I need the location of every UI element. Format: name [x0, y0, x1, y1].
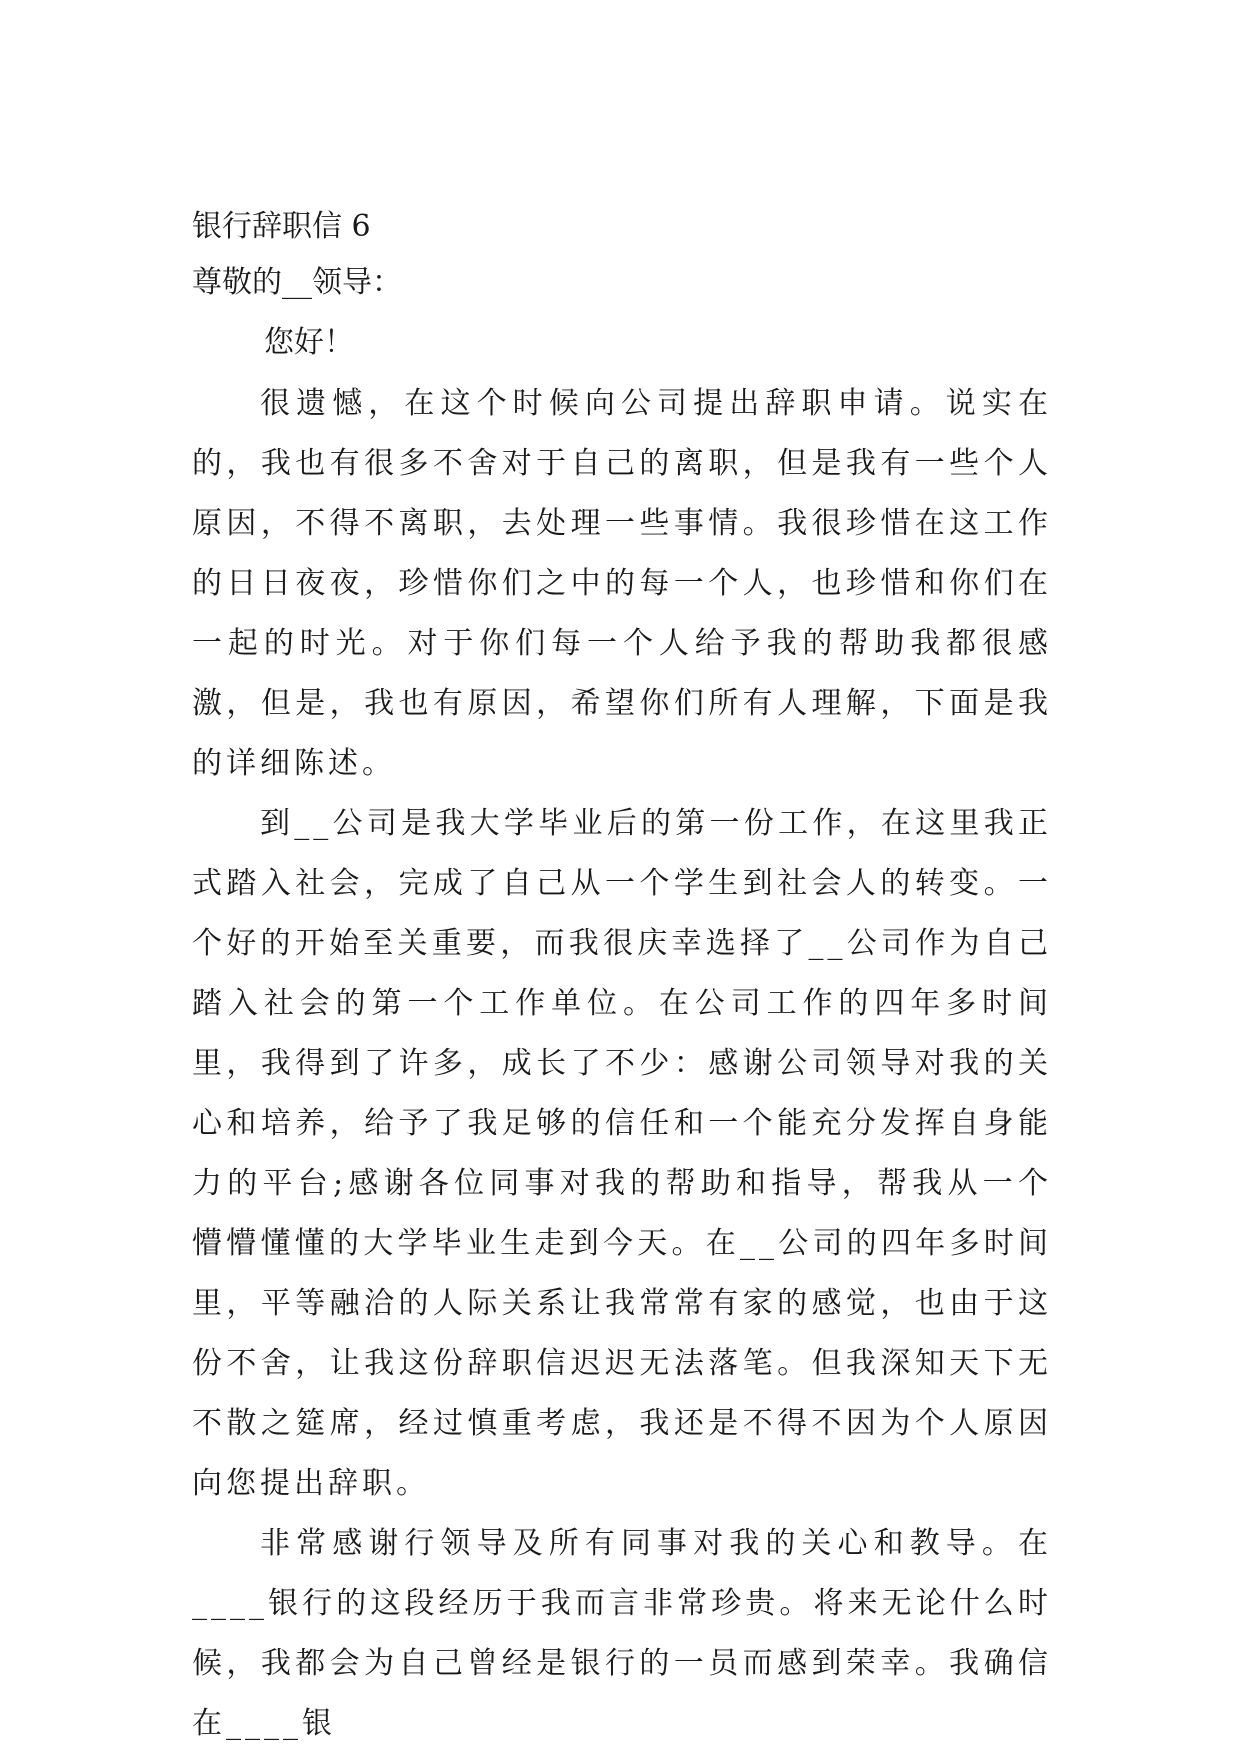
letter-salutation: 尊敬的__领导：	[192, 265, 402, 300]
body-paragraph-2: 到__公司是我大学毕业后的第一份工作，在这里我正式踏入社会，完成了自己从一个学生到社会人的转变。一个好的开始至关重要，而我很庆幸选择了__公司作为自己踏入社会的第一个工作单位。在公司工作的四年多时间里，我得到了许多，成长了不少：感谢公司领导对我的关心和培养，给予了我足够的信任和一个能充分发挥自身能力的平台;感谢各位同事对我的帮助和指导，帮我从一个懵懵懂懂的大学毕业生走到今天。在__公司的四年多时间里，平等融洽的人际关系让我常常有家的感觉，也由于这份不舍，让我这份辞职信迟迟无法落笔。但我深知天下无不散之筵席，经过慎重考虑，我还是不得不因为个人原因向您提出辞职。	[192, 806, 1052, 1501]
body-paragraph-3: 非常感谢行领导及所有同事对我的关心和教导。在____银行的这段经历于我而言非常珍贵。将来无论什么时候，我都会为自己曾经是银行的一员而感到荣幸。我确信在____银	[192, 1526, 1052, 1741]
letter-page	[192, 208, 1052, 1754]
letter-greeting: 您好！	[264, 325, 354, 360]
letter-title: 银行辞职信 6	[192, 209, 371, 244]
body-paragraph-1: 很遗憾，在这个时候向公司提出辞职申请。说实在的，我也有很多不舍对于自己的离职，但是我有一些个人原因，不得不离职，去处理一些事情。我很珍惜在这工作的日日夜夜，珍惜你们之中的每一个人，也珍惜和你们在一起的时光。对于你们每一个人给予我的帮助我都很感激，但是，我也有原因，希望你们所有人理解，下面是我的详细陈述。	[192, 386, 1052, 781]
